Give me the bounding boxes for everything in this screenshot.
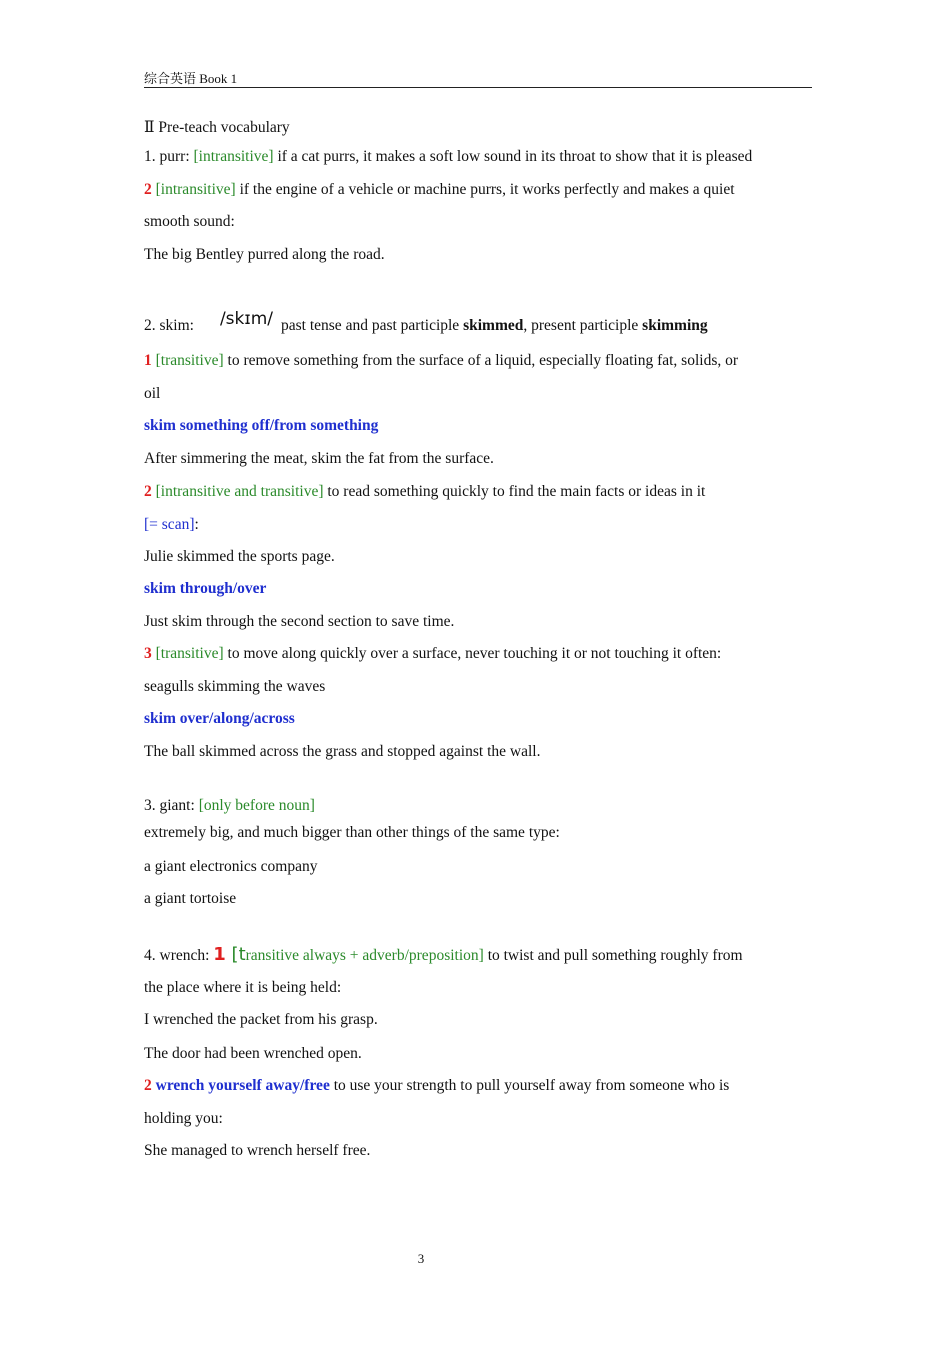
example-sentence: seagulls skimming the waves: [144, 678, 326, 695]
header-title: 综合英语 Book 1: [144, 71, 238, 86]
definition-text: if the engine of a vehicle or machine purrs, it works perfectly and makes a quiet: [235, 181, 735, 198]
page-header: [144, 70, 812, 88]
entry-wrench-head: [144, 945, 743, 966]
example-sentence: Just skim through the second section to save time.: [144, 613, 455, 630]
grammar-tag: [intransitive]: [151, 181, 236, 198]
grammar-tag: [only before noun]: [198, 797, 315, 814]
page-number: 3: [417, 1251, 425, 1266]
example-sentence: The ball skimmed across the grass and stopped against the wall.: [144, 743, 541, 760]
headword-purr: 1. purr:: [144, 148, 194, 165]
skim-sense2: [144, 482, 705, 502]
skim-sense3: [144, 644, 721, 664]
wrench-sense2: [144, 1076, 729, 1096]
example-sentence: a giant tortoise: [144, 890, 237, 907]
definition-text: to read something quickly to find the main facts or ideas in it: [323, 483, 706, 500]
grammar-tag: ransitive always + adverb/preposition]: [245, 947, 484, 964]
pronunciation: /skɪm/: [219, 309, 273, 329]
phrase-pattern: skim something off/from something: [144, 417, 379, 434]
grammar-tag: [intransitive and transitive]: [151, 483, 324, 500]
sense-number: 2: [144, 483, 152, 500]
entry-skim-head: [144, 309, 708, 336]
skim-sense1-cont: oil: [144, 385, 161, 402]
example-sentence: She managed to wrench herself free.: [144, 1142, 371, 1159]
example-sentence: a giant electronics company: [144, 858, 318, 875]
synonym-note: [144, 515, 199, 535]
example-sentence: I wrenched the packet from his grasp.: [144, 1011, 378, 1028]
entry-purr-line2: [144, 180, 735, 200]
grammar-tag: [intransitive]: [193, 148, 274, 165]
headword-giant: 3. giant:: [144, 797, 199, 814]
skim-sense1: [144, 351, 738, 371]
inflection-text: past tense and past participle: [281, 317, 464, 334]
sense-number: 3: [144, 645, 152, 662]
headword-wrench: 4. wrench:: [144, 947, 214, 964]
headword-skim: 2. skim:: [144, 317, 194, 334]
grammar-tag-start: [t: [225, 944, 246, 965]
definition-text: extremely big, and much bigger than other things of the same type:: [144, 824, 560, 841]
definition-text: if a cat purrs, it makes a soft low sound in its throat to show that it is pleased: [273, 148, 753, 165]
section-title: Ⅱ Pre-teach vocabulary: [144, 119, 290, 136]
example-sentence: The big Bentley purred along the road.: [144, 246, 385, 263]
entry-purr-line1: [144, 147, 752, 167]
phrase-pattern: wrench yourself away/free: [151, 1077, 330, 1094]
definition-text: the place where it is being held:: [144, 979, 342, 996]
definition-text: to twist and pull something roughly from: [483, 947, 743, 964]
example-sentence: After simmering the meat, skim the fat from the surface.: [144, 450, 494, 467]
punctuation: :: [194, 516, 199, 533]
definition-text: holding you:: [144, 1110, 223, 1127]
grammar-tag: [transitive]: [151, 645, 224, 662]
definition-text: to use your strength to pull yourself away from someone who is: [329, 1077, 730, 1094]
example-sentence: Julie skimmed the sports page.: [144, 548, 335, 565]
inflection-form: skimmed: [463, 317, 524, 334]
definition-text: to remove something from the surface of a liquid, especially floating fat, solids, or: [223, 352, 739, 369]
entry-giant-head: [144, 796, 315, 816]
sense-number: 2: [144, 1077, 152, 1094]
phrase-pattern: skim through/over: [144, 580, 267, 597]
synonym: [= scan]: [144, 516, 195, 533]
sense-number: 2: [144, 181, 152, 198]
sense-number: 1: [144, 352, 152, 369]
grammar-tag: [transitive]: [151, 352, 224, 369]
sense-number: 1: [213, 944, 226, 965]
phrase-pattern: skim over/along/across: [144, 710, 295, 727]
example-sentence: The door had been wrenched open.: [144, 1045, 362, 1062]
inflection-form: skimming: [642, 317, 708, 334]
definition-text: to move along quickly over a surface, never touching it or not touching it often:: [223, 645, 722, 662]
inflection-text: , present participle: [523, 317, 643, 334]
entry-purr-line3: smooth sound:: [144, 213, 235, 230]
